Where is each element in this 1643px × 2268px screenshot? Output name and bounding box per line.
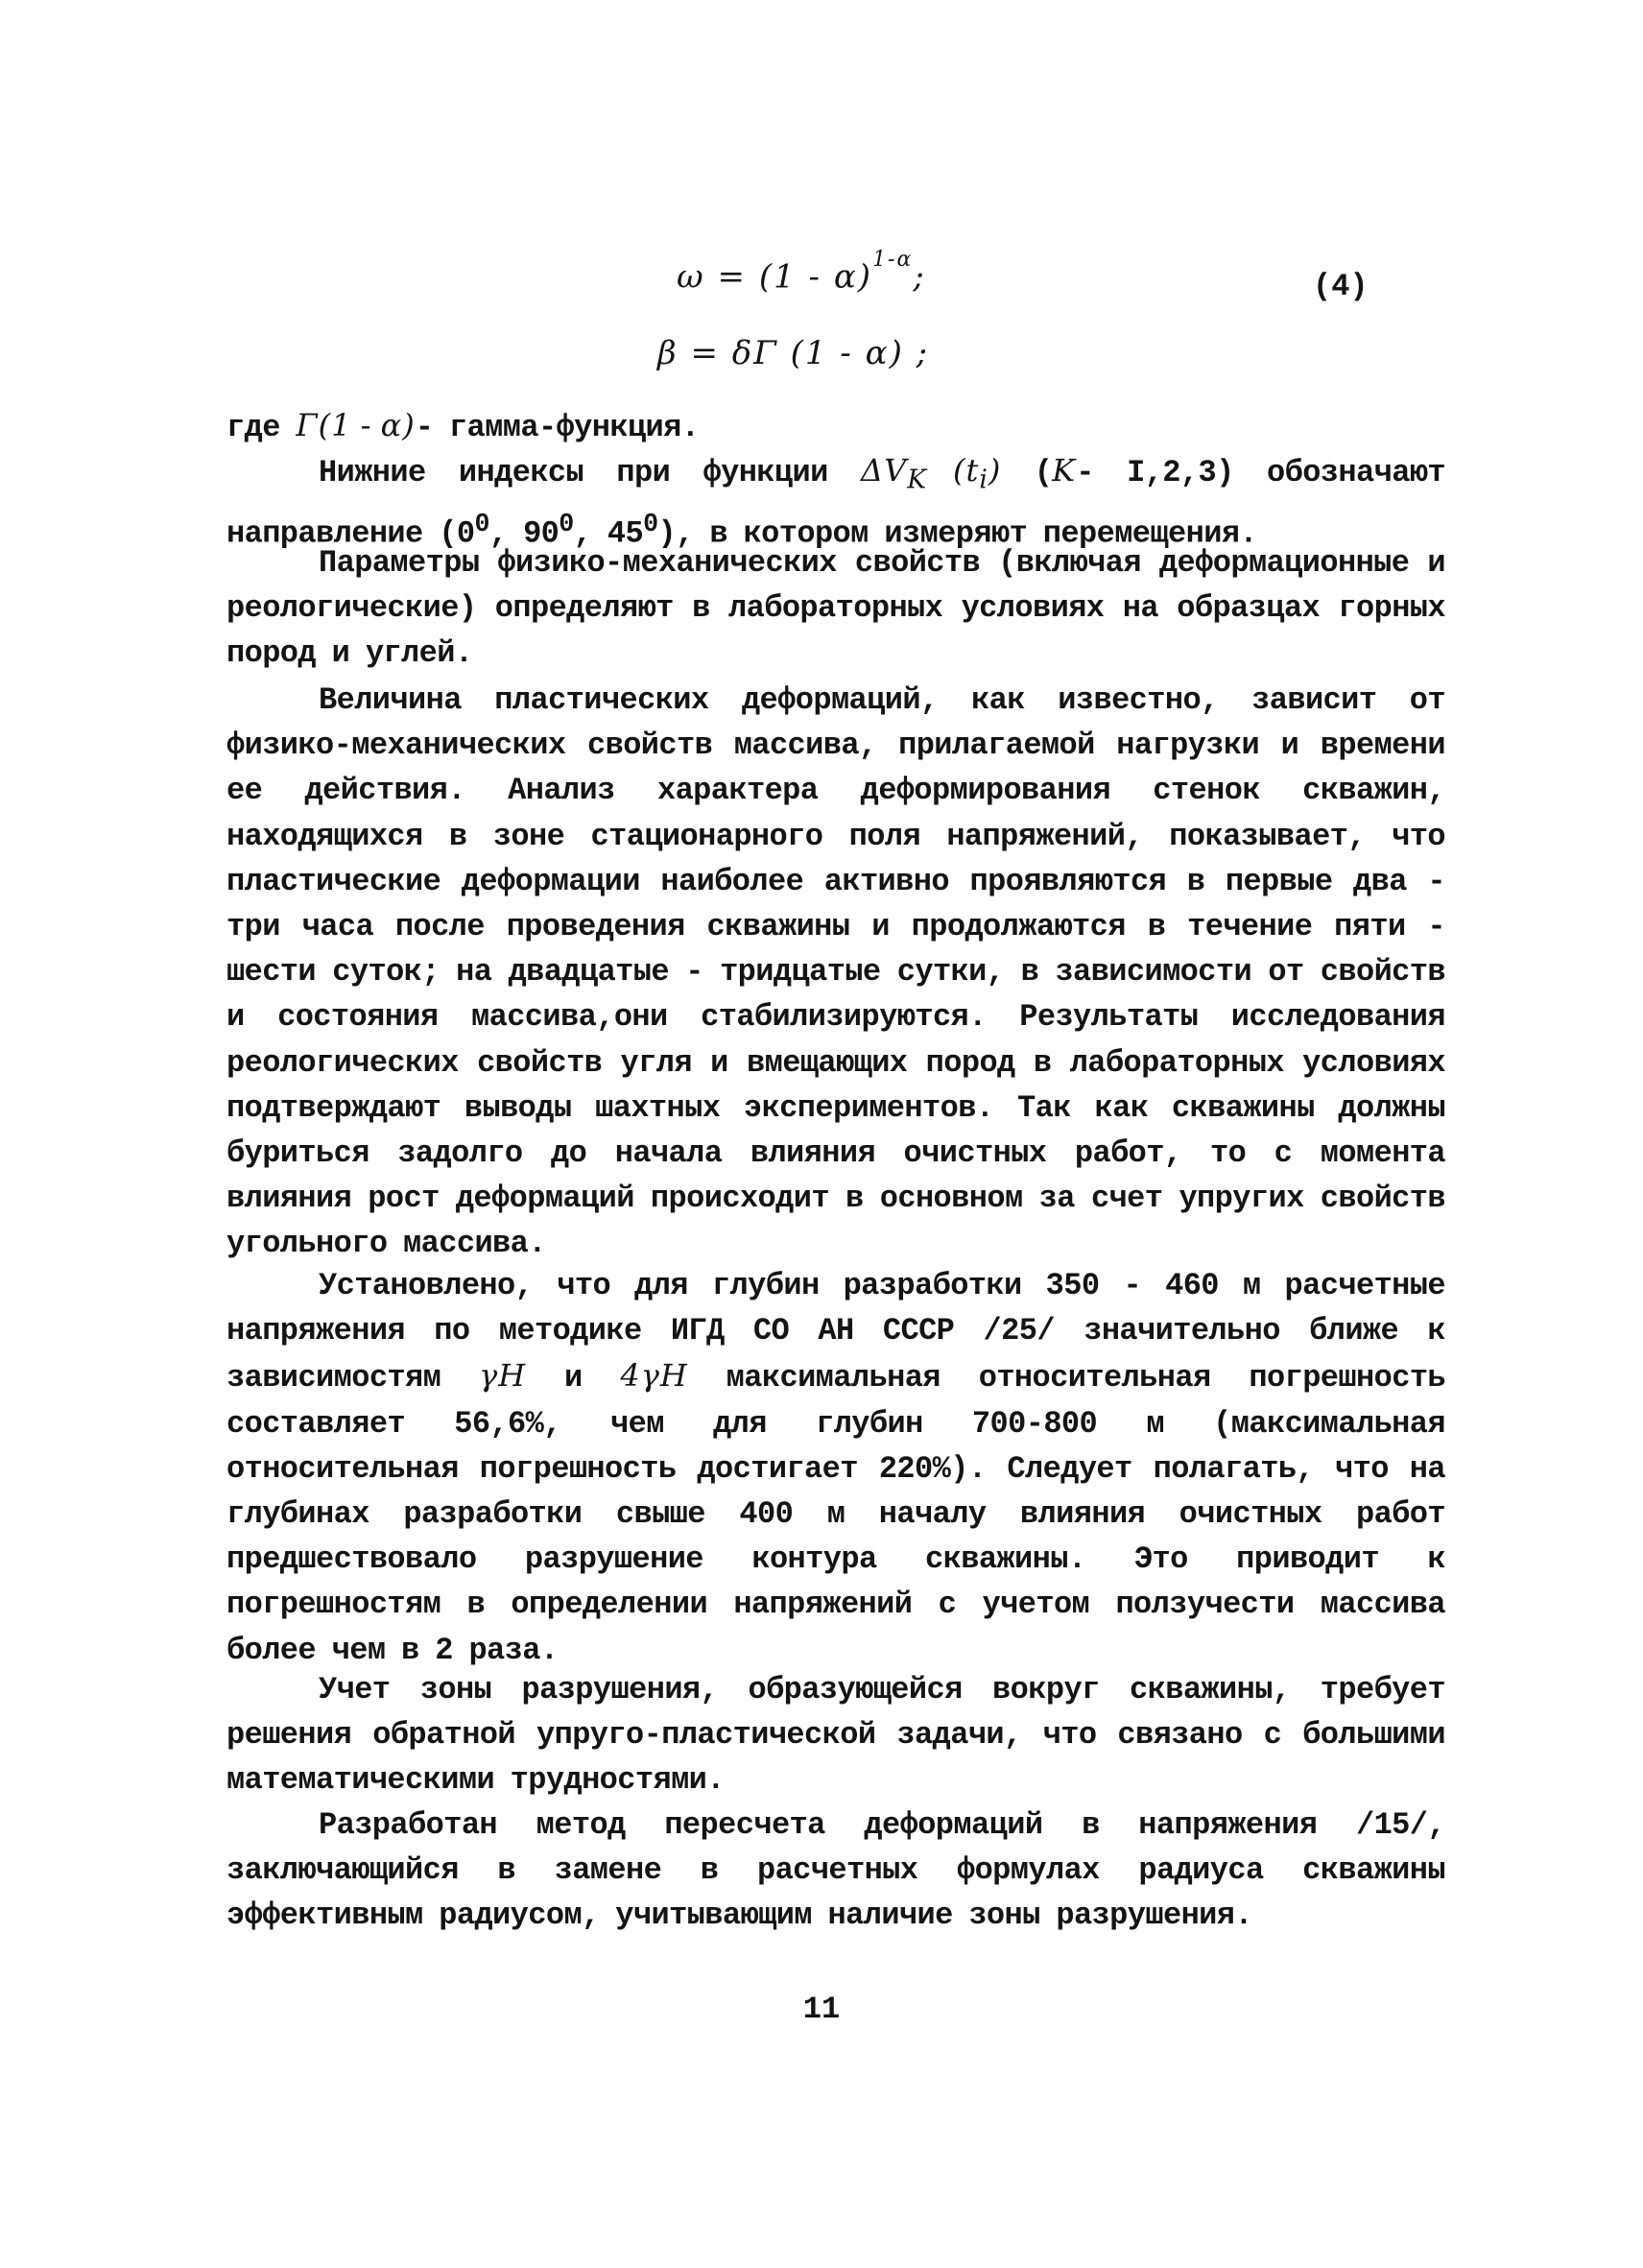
established-text-2: и <box>563 1360 583 1397</box>
index-k: K <box>1052 452 1077 489</box>
where-text: - гамма-функция. <box>415 410 700 445</box>
paragraph-established <box>226 1263 1445 1673</box>
equation-omega-tail: ; <box>913 257 926 297</box>
equation-omega-exponent: 1-α <box>872 248 914 272</box>
indices-text-5: , 45 <box>573 515 644 552</box>
function-delta-v-sub: K <box>907 465 928 495</box>
indices-text-3: - I,2,3) обозначают направление (0 <box>226 455 1446 552</box>
degree-1: 0 <box>474 510 489 539</box>
indices-text-1: Нижние индексы при функции <box>319 455 828 490</box>
formula-gamma-h: γH <box>479 1357 527 1395</box>
function-arg-sub: i <box>979 465 988 495</box>
paragraph-method: Разработан метод пересчета деформаций в напряжения /15/, заключающийся в замене в расчетных формулах радиуса скважины эффективным радиусом, учитывающим наличие зоны разрушения. <box>226 1807 1445 1934</box>
function-delta-v <box>861 452 1002 495</box>
where-line <box>226 403 1445 450</box>
function-delta-v-main: ΔV <box>861 452 908 489</box>
established-text-1: Установлено, что для глубин разработки 350 - 460 м расчетные напряжения по методике ИГД СО АН СССР /25/ значительно ближе к зависимостям <box>226 1268 1445 1397</box>
equation-omega-lhs: ω = (1 - α) <box>677 257 873 297</box>
indices-text-6: ), в котором измеряют перемещения. <box>657 515 1258 552</box>
page-number: 11 <box>802 1992 841 2027</box>
equation-beta: β = δΓ (1 - α) ; <box>657 334 930 372</box>
function-arg: (t <box>953 452 980 489</box>
gamma-function-symbol: Γ(1 - α) <box>296 407 416 443</box>
established-text-3: максимальная относительная погрешность составляет 56,6%, чем для глубин 700-800 м (максимальная относительная погрешность достигает 220%). Следует полагать, что на глубинах разработки свыше 400 м началу влияния очистных работ предшествовало разрушение контура скважины. Это приводит к погрешностям в определении напряжений с учетом ползучести массива более чем в 2 раза. <box>226 1360 1446 1668</box>
paragraph-parameters: Параметры физико-механических свойств (включая деформационные и реологические) определяют в лабораторных условиях на образцах горных пород и углей. <box>226 545 1445 672</box>
degree-2: 0 <box>559 510 574 539</box>
function-arg-close: ) <box>988 452 1002 489</box>
formula-4-gamma-h: 4γH <box>620 1357 688 1395</box>
indices-text-2: ( <box>1034 455 1053 490</box>
equation-number: (4) <box>1313 269 1369 304</box>
paragraph-fracture-zone: Учет зоны разрушения, образующейся вокруг скважины, требует решения обратной упруго-пластической задачи, что связано с большими математическими трудностями. <box>226 1672 1445 1799</box>
degree-3: 0 <box>643 510 658 539</box>
paragraph-plastic-deformations: Величина пластических деформаций, как известно, зависит от физико-механических свойств массива, прилагаемой нагрузки и времени ее действия. Анализ характера деформирования стенок скважин, находящихся в зоне стационарного поля напряжений, показывает, что пластические деформации наиболее активно проявляются в первые два - три часа после проведения скважины и продолжаются в течение пяти - шести суток; на двадцатые - тридцатые сутки, в зависимости от свойств и состояния массива,они стабилизируются. Результаты исследования реологических свойств угля и вмещающих пород в лабораторных условиях подтверждают выводы шахтных экспериментов. Так как скважины должны буриться задолго до начала влияния очистных работ, то с момента влияния рост деформаций происходит в основном за счет упругих свойств угольного массива. <box>226 682 1445 1262</box>
where-lead: где <box>226 410 280 445</box>
equation-omega <box>677 248 926 297</box>
indices-text-4: , 90 <box>488 515 560 552</box>
